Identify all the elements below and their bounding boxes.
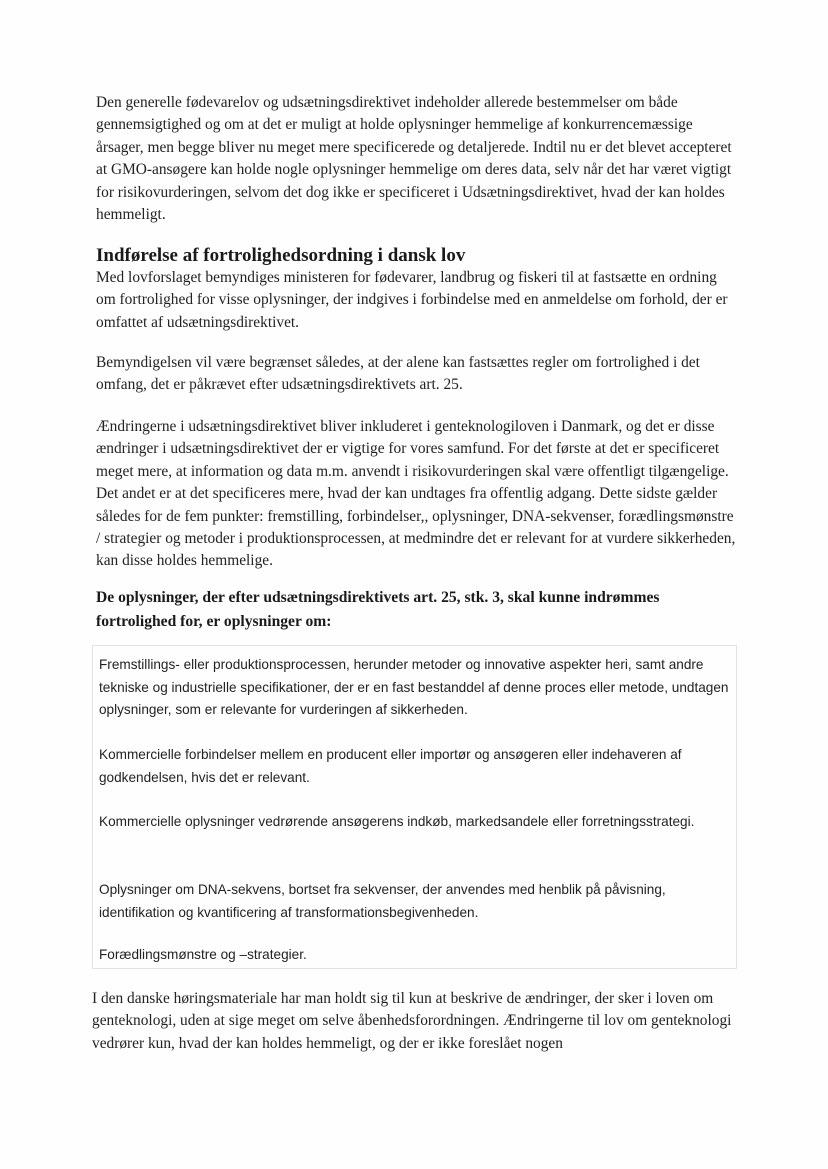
paragraph-bemyndigelse: Bemyndigelsen vil være begrænset således, at der alene kan fastsættes regler om fortrolighed i det omfang, det er påkrævet efter udsætningsdirektivets art. 25.: [96, 354, 700, 394]
paragraph-hoeringsmateriale: I den danske høringsmateriale har man holdt sig til kun at beskrive de ændringer, der sker i loven om genteknologi, uden at sige meget om selve åbenhedsforordningen. Ændringerne til lov om genteknologi vedrører kun, hvad der kan holdes hemmeligt, og der er ikke foreslået nogen: [92, 990, 732, 1052]
list-item-kommercielle-oplysninger: Kommercielle oplysninger vedrørende ansøgerens indkøb, markedsandele eller forretningsstrategi.: [99, 814, 695, 829]
paragraph-aendringer: Ændringerne i udsætningsdirektivet bliver inkluderet i genteknologiloven i Danmark, og det er disse ændringer i udsætningsdirektivet der er vigtige for vores samfund. For det første at det er specificeret meget mere, at information og data m.m. anvendt i risikovurderingen skal være offentligt tilgængelige. Det andet er at det specificeres mere, hvad der kan undtages fra offentlig adgang. Dette sidste gælder således for de fem punkter: fremstilling, forbindelser,, oplysninger, DNA-sekvenser, forædlingsmønstre / strategier og metoder i produktionsprocessen, at medmindre det er relevant for at vurdere sikkerheden, kan disse holdes hemmelige.: [96, 418, 736, 570]
list-item-dna-sekvens: Oplysninger om DNA-sekvens, bortset fra sekvenser, der anvendes med henblik på påvisning, identifikation og kvantificering af transformationsbegivenheden.: [99, 882, 666, 920]
paragraph-intro: Den generelle fødevarelov og udsætningsdirektivet indeholder allerede bestemmelser om både gennemsigtighed og om at det er muligt at holde oplysninger hemmelige af konkurrencemæssige årsager, men begge bliver nu meget mere specificerede og detaljerede. Indtil nu er det blevet accepteret at GMO-ansøgere kan holde nogle oplysninger hemmelige om deres data, selv når det har været vigtigt for risikovurderingen, selvom det dog ikke er specificeret i Udsætningsdirektivet, hvad der kan holdes hemmeligt.: [96, 94, 732, 224]
quoted-list-box: [92, 645, 737, 969]
list-item-foraedlingsmoenstre: Forædlingsmønstre og –strategier.: [99, 947, 307, 962]
list-item-kommercielle-forbindelser: Kommercielle forbindelser mellem en producent eller importør og ansøgeren eller indehaveren af godkendelsen, hvis det er relevant.: [99, 747, 682, 785]
bold-heading-oplysninger: De oplysninger, der efter udsætningsdirektivets art. 25, stk. 3, skal kunne indrømmes fortrolighed for, er oplysninger om:: [96, 589, 660, 630]
list-item-produktionsprocessen: Fremstillings- eller produktionsprocessen, herunder metoder og innovative aspekter heri, samt andre tekniske og industrielle specifikationer, der er en fast bestanddel af denne proces eller metode, undtagen oplysninger, som er relevante for vurderingen af sikkerheden.: [99, 657, 729, 718]
paragraph-lovforslag: Med lovforslaget bemyndiges ministeren for fødevarer, landbrug og fiskeri til at fastsætte en ordning om fortrolighed for visse oplysninger, der indgives i forbindelse med en anmeldelse om forhold, der er omfattet af udsætningsdirektivet.: [96, 269, 728, 331]
section-heading-fortrolighedsordning: Indførelse af fortrolighedsordning i dansk lov: [96, 245, 466, 266]
